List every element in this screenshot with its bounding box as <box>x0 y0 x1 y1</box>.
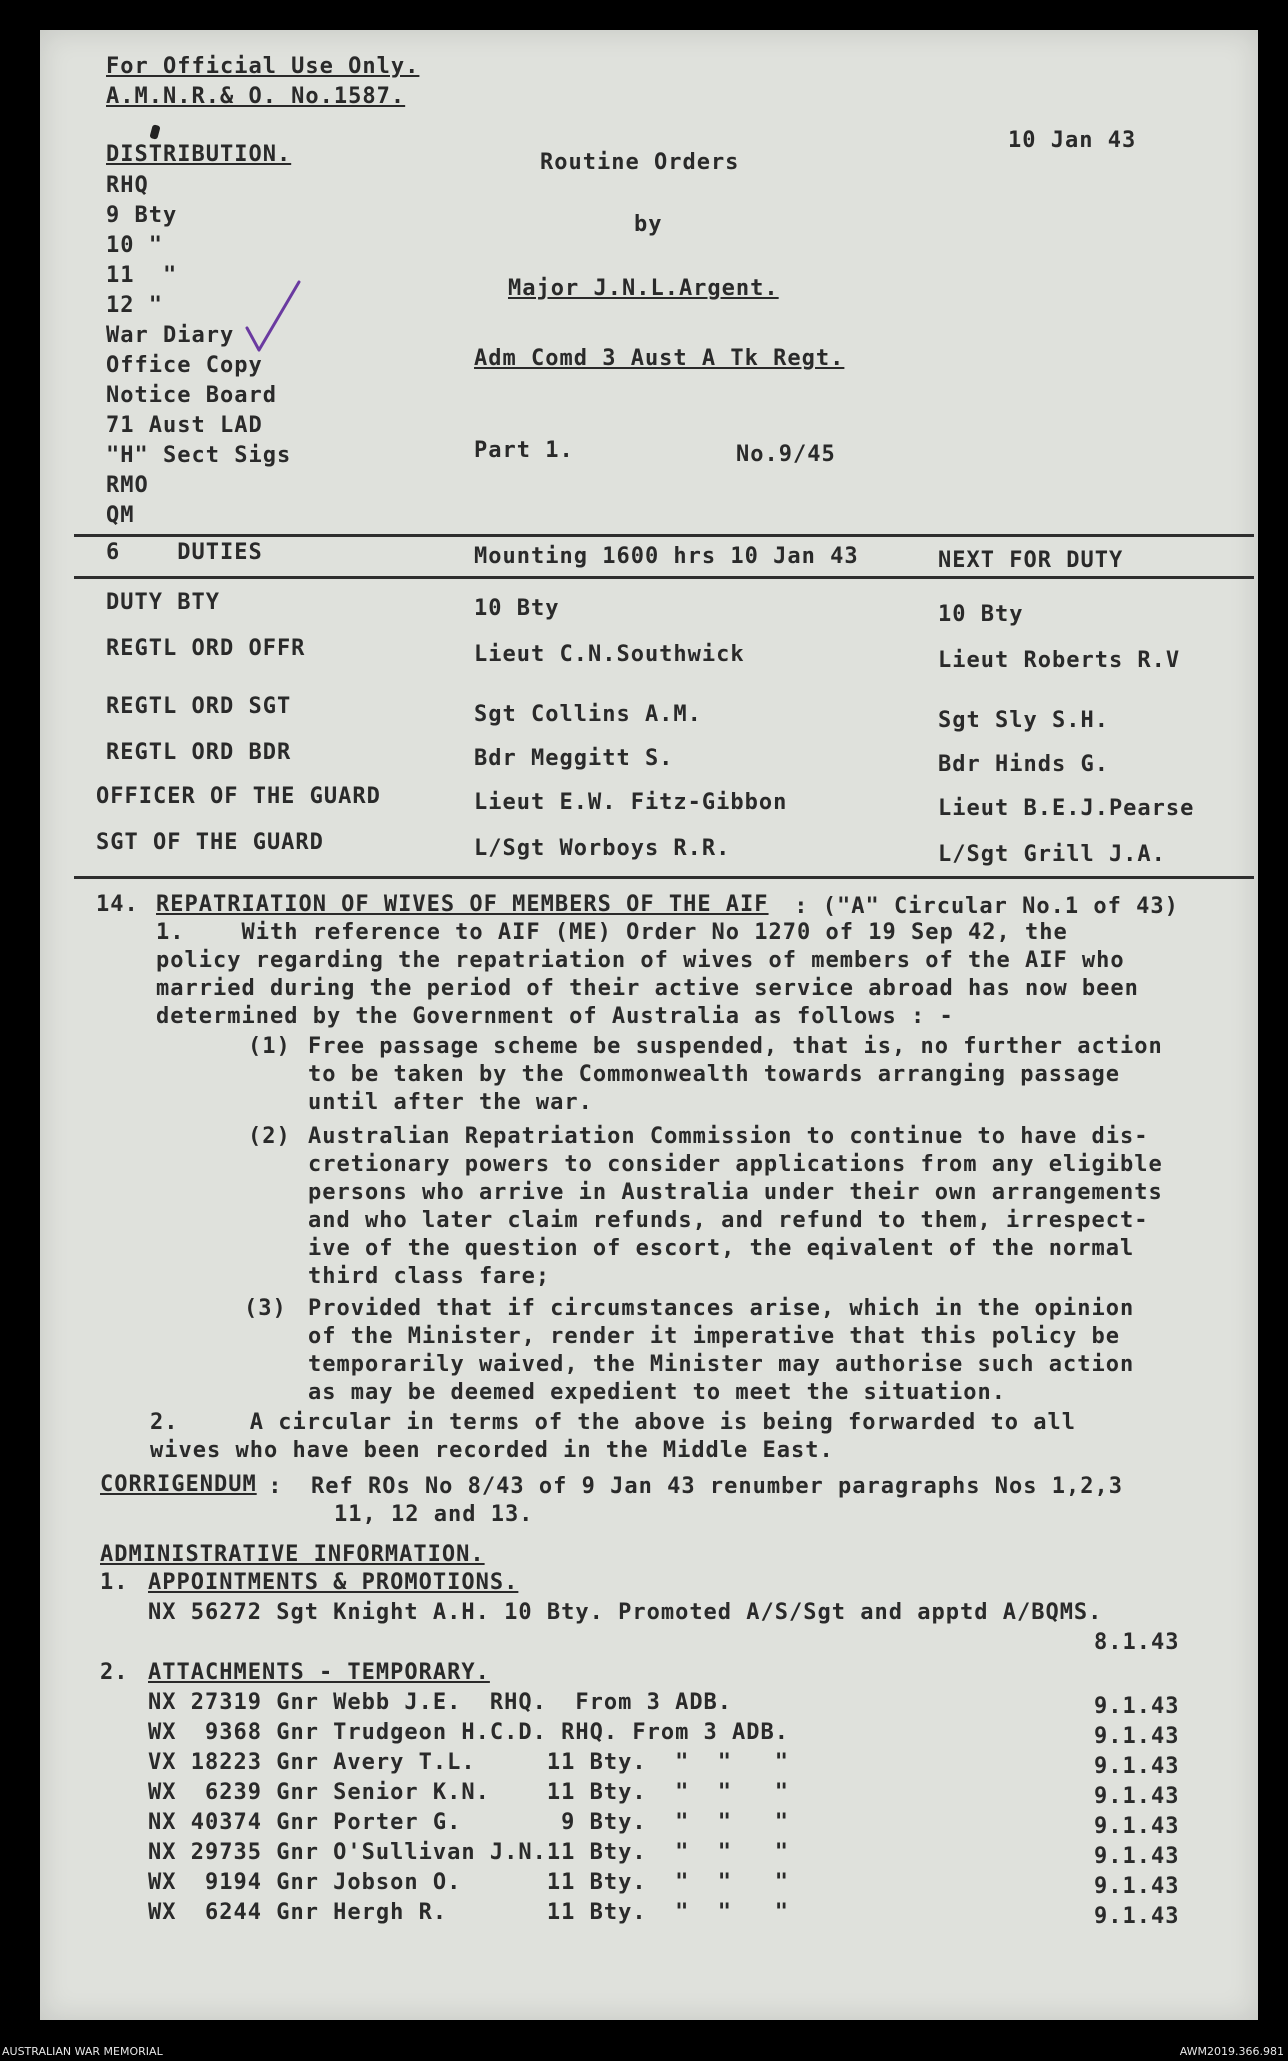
list-item-date: 9.1.43 <box>1094 1724 1180 1749</box>
para-circular: : ("A" Circular No.1 of 43) <box>780 894 1179 919</box>
duty-role: DUTY BTY <box>106 590 220 615</box>
duty-role: REGTL ORD OFFR <box>106 636 306 661</box>
appointment-line: NX 56272 Sgt Knight A.H. 10 Bty. Promoted A/S/Sgt and apptd A/BQMS. <box>148 1600 1103 1625</box>
item-line: temporarily waived, the Minister may authorise such action <box>308 1352 1135 1377</box>
item-line: cretionary powers to consider applications from any eligible <box>308 1152 1163 1177</box>
distribution-title: DISTRIBUTION. <box>106 142 292 167</box>
item-line: to be taken by the Commonwealth towards arranging passage <box>308 1062 1120 1087</box>
duty-mounting: Sgt Collins A.M. <box>474 702 702 727</box>
para-line: 1. With reference to AIF (ME) Order No 1270 of 19 Sep 42, the <box>156 920 1068 945</box>
divider-line <box>74 534 1254 537</box>
duty-role: REGTL ORD BDR <box>106 740 292 765</box>
duty-next: Lieut B.E.J.Pearse <box>938 796 1195 821</box>
admin-title: ADMINISTRATIVE INFORMATION. <box>100 1542 485 1567</box>
divider-line <box>74 876 1254 879</box>
distribution-item: QM <box>106 503 135 528</box>
duty-next: 10 Bty <box>938 602 1024 627</box>
list-item: NX 27319 Gnr Webb J.E. RHQ. From 3 ADB. <box>148 1690 733 1715</box>
distribution-item: RHQ <box>106 173 149 198</box>
title-officer: Major J.N.L.Argent. <box>508 276 779 301</box>
duty-next: L/Sgt Grill J.A. <box>938 842 1166 867</box>
item-number: (1) <box>248 1034 291 1059</box>
distribution-item: 11 " <box>106 263 178 288</box>
item-number: (2) <box>248 1124 291 1149</box>
footer-catalogue-id: AWM2019.366.981 <box>1179 2045 1284 2058</box>
distribution-item: War Diary <box>106 323 235 348</box>
list-item: WX 6239 Gnr Senior K.N. 11 Bty. " " " <box>148 1780 790 1805</box>
item-line: until after the war. <box>308 1090 593 1115</box>
duty-next: Bdr Hinds G. <box>938 752 1109 777</box>
list-item-date: 9.1.43 <box>1094 1784 1180 1809</box>
list-item: WX 9368 Gnr Trudgeon H.C.D. RHQ. From 3 ADB. <box>148 1720 790 1745</box>
para-number: 14. <box>96 892 139 917</box>
title-by: by <box>634 212 663 237</box>
item-line: as may be deemed expedient to meet the situation. <box>308 1380 1007 1405</box>
para-title: REPATRIATION OF WIVES OF MEMBERS OF THE AIF <box>156 892 769 917</box>
corrigendum-text: 11, 12 and 13. <box>334 1502 534 1527</box>
list-item-date: 9.1.43 <box>1094 1844 1180 1869</box>
duties-header-label: 6 DUTIES <box>106 540 263 565</box>
distribution-item: "H" Sect Sigs <box>106 443 292 468</box>
distribution-item: RMO <box>106 473 149 498</box>
duties-header-mounting: Mounting 1600 hrs 10 Jan 43 <box>474 544 859 569</box>
checkmark-icon <box>243 278 303 358</box>
item-line: Free passage scheme be suspended, that is, no further action <box>308 1034 1163 1059</box>
distribution-item: 71 Aust LAD <box>106 413 263 438</box>
list-item: NX 29735 Gnr O'Sullivan J.N.11 Bty. " " " <box>148 1840 790 1865</box>
item-number: (3) <box>244 1296 287 1321</box>
list-item-date: 9.1.43 <box>1094 1754 1180 1779</box>
item-line: ive of the question of escort, the eqivalent of the normal <box>308 1236 1135 1261</box>
section-title: ATTACHMENTS - TEMPORARY. <box>148 1660 490 1685</box>
item-line: and who later claim refunds, and refund to them, irrespect- <box>308 1208 1149 1233</box>
item-line: of the Minister, render it imperative that this policy be <box>308 1324 1120 1349</box>
duty-next: Sgt Sly S.H. <box>938 708 1109 733</box>
section-number: 1. <box>100 1570 129 1595</box>
document-date: 10 Jan 43 <box>1008 128 1137 153</box>
list-item: VX 18223 Gnr Avery T.L. 11 Bty. " " " <box>148 1750 790 1775</box>
item-line: persons who arrive in Australia under their own arrangements <box>308 1180 1163 1205</box>
duties-header-next: NEXT FOR DUTY <box>938 548 1124 573</box>
duty-mounting: L/Sgt Worboys R.R. <box>474 836 731 861</box>
distribution-item: 12 " <box>106 293 163 318</box>
corrigendum-label: CORRIGENDUM <box>100 1472 257 1497</box>
official-use-heading: For Official Use Only. <box>106 54 420 79</box>
duty-mounting: Lieut C.N.Southwick <box>474 642 745 667</box>
para-line: policy regarding the repatriation of wives of members of the AIF who <box>156 948 1125 973</box>
duty-mounting: 10 Bty <box>474 596 560 621</box>
para-line: determined by the Government of Australia as follows : - <box>156 1004 954 1029</box>
para-line: wives who have been recorded in the Middle East. <box>150 1438 834 1463</box>
duty-next: Lieut Roberts R.V <box>938 648 1181 673</box>
item-line: third class fare; <box>308 1264 551 1289</box>
para-line: married during the period of their active service abroad has now been <box>156 976 1139 1001</box>
distribution-item: 10 " <box>106 233 163 258</box>
list-item: WX 6244 Gnr Hergh R. 11 Bty. " " " <box>148 1900 790 1925</box>
ink-mark <box>149 124 160 140</box>
duty-role: OFFICER OF THE GUARD <box>96 784 381 809</box>
distribution-item: Office Copy <box>106 353 263 378</box>
duty-mounting: Bdr Meggitt S. <box>474 746 674 771</box>
order-number: No.9/45 <box>736 442 836 467</box>
item-line: Provided that if circumstances arise, which in the opinion <box>308 1296 1135 1321</box>
duty-role: REGTL ORD SGT <box>106 694 292 719</box>
appointment-date: 8.1.43 <box>1094 1630 1180 1655</box>
list-item-date: 9.1.43 <box>1094 1874 1180 1899</box>
distribution-item: 9 Bty <box>106 203 178 228</box>
title-routine-orders: Routine Orders <box>540 150 740 175</box>
duty-role: SGT OF THE GUARD <box>96 830 324 855</box>
duty-mounting: Lieut E.W. Fitz-Gibbon <box>474 790 788 815</box>
footer-institution: AUSTRALIAN WAR MEMORIAL <box>2 2045 163 2058</box>
para-line: 2. A circular in terms of the above is being forwarded to all <box>150 1410 1076 1435</box>
section-number: 2. <box>100 1660 129 1685</box>
title-command: Adm Comd 3 Aust A Tk Regt. <box>474 346 845 371</box>
list-item-date: 9.1.43 <box>1094 1694 1180 1719</box>
list-item: NX 40374 Gnr Porter G. 9 Bty. " " " <box>148 1810 790 1835</box>
section-title: APPOINTMENTS & PROMOTIONS. <box>148 1570 519 1595</box>
corrigendum-text: : Ref ROs No 8/43 of 9 Jan 43 renumber paragraphs Nos 1,2,3 <box>254 1474 1123 1499</box>
part-number: Part 1. <box>474 438 574 463</box>
list-item-date: 9.1.43 <box>1094 1904 1180 1929</box>
list-item-date: 9.1.43 <box>1094 1814 1180 1839</box>
distribution-item: Notice Board <box>106 383 277 408</box>
list-item: WX 9194 Gnr Jobson O. 11 Bty. " " " <box>148 1870 790 1895</box>
divider-line <box>74 576 1254 579</box>
document-reference: A.M.N.R.& O. No.1587. <box>106 84 406 109</box>
document-page <box>40 30 1258 2020</box>
item-line: Australian Repatriation Commission to continue to have dis- <box>308 1124 1149 1149</box>
